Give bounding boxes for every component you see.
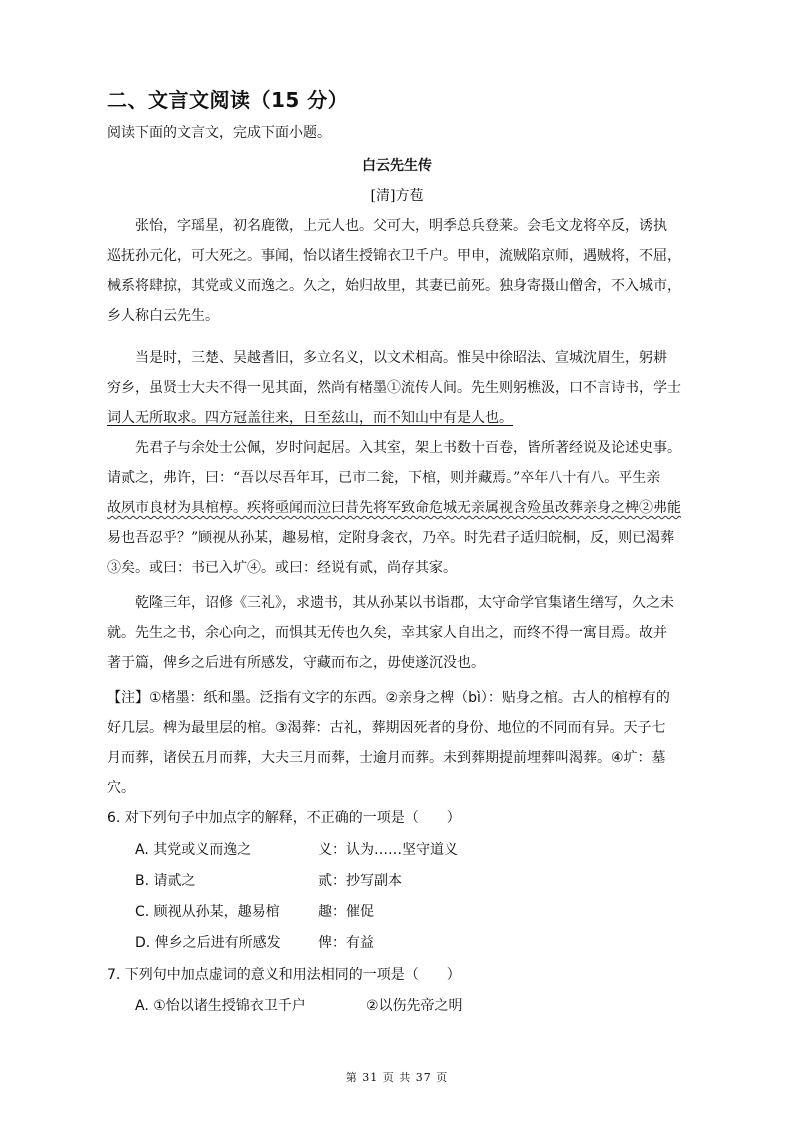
page-footer: 第 31 页 共 37 页 <box>345 1071 449 1084</box>
passage-line: 易也吾忍乎？”顾视从孙某，趣易棺，定附身衾衣，乃卒。时先君子适归皖桐，反，则已渴葬 <box>107 530 675 546</box>
question-6-option-a: A. 其党或义而逸之 <box>135 842 252 858</box>
passage-title: 白云先生传 <box>362 158 432 174</box>
question-7-stem: 7. 下列句中加点虚词的意义和用法相同的一项是（ ） <box>107 967 461 983</box>
question-6-option-c: C. 顾视从孙某，趣易棺 <box>135 904 280 920</box>
instruction: 阅读下面的文言文，完成下面小题。 <box>107 125 331 141</box>
passage-line: 张怡，字瑶星，初名鹿徵，上元人也。父可大，明季总兵登莱。会毛文龙将卒反，诱执 <box>135 218 667 234</box>
passage-line: 乡人称白云先生。 <box>107 308 219 324</box>
question-6-option-c-gloss: 趣：催促 <box>318 904 374 920</box>
passage-line: 乾隆三年，诏修《三礼》，求遗书，其从孙某以书诣郡，太守命学官集诸生缮写，久之未 <box>135 595 674 611</box>
question-7-option-a-2: ②以伤先帝之明 <box>366 998 463 1014</box>
passage-line-underlined: 词人无所取求。四方冠盖往来，日至兹山，而不知山中有是人也。 <box>107 410 513 426</box>
question-6-option-d-gloss: 俾：有益 <box>318 935 374 951</box>
question-7-option-a-1: A. ①怡以诸生授锦衣卫千户 <box>135 998 306 1014</box>
section-title: 二、文言文阅读（15 分） <box>107 88 349 112</box>
question-6-stem: 6. 对下列句子中加点字的解释，不正确的一项是（ ） <box>107 810 461 826</box>
passage-line: 当是时，三楚、吴越耆旧，多立名义，以文术相高。惟吴中徐昭法、宣城沈眉生，躬耕 <box>135 350 667 366</box>
note-line: 穴。 <box>107 780 135 796</box>
note-line: 好几层。椑为最里层的棺。③渴葬：古礼，葬期因死者的身份、地位的不同而有异。天子七 <box>107 720 666 736</box>
passage-author: [清]方苞 <box>370 188 424 204</box>
passage-line: 就。先生之书，余心向之，而惧其无传也久矣，幸其家人自出之，而终不得一寓目焉。故并 <box>107 625 667 641</box>
question-6-option-a-gloss: 义：认为……坚守道义 <box>318 842 458 858</box>
passage-line: 著于篇，俾乡之后进有所感发，守藏而布之，毋使遂沉没也。 <box>107 655 485 671</box>
question-6-option-b-gloss: 贰：抄写副本 <box>318 873 402 889</box>
note-line: 月而葬，诸侯五月而葬，大夫三月而葬，士逾月而葬。未到葬期提前埋葬叫渴葬。④圹：墓 <box>107 750 666 766</box>
passage-line: ③矣。或曰：书已入圹④。或曰：经说有贰，尚存其家。 <box>107 560 457 576</box>
note-line: 【注】①楮墨：纸和墨。泛指有文字的东西。②亲身之椑（bì）：贴身之棺。古人的棺椁有的 <box>107 690 670 706</box>
passage-line: 械系将肆掠，其党或义而逸之。久之，始归故里，其妻已前死。独身寄摄山僧舍，不入城市， <box>107 278 681 294</box>
passage-line: 请贰之，弗许，曰：“吾以尽吾年耳，已市二瓮，下棺，则并藏焉。”卒年八十有八。平生亲 <box>107 470 661 486</box>
passage-line: 穷乡，虽贤士大夫不得一见其面，然尚有楮墨①流传人间。先生则躬樵汲，口不言诗书，学士 <box>107 380 681 396</box>
passage-line: 巡抚孙元化，可大死之。事闻，怡以诸生授锦衣卫千户。甲申，流贼陷京师，遇贼将，不屈， <box>107 248 681 264</box>
question-6-option-d: D. 俾乡之后进有所感发 <box>135 935 281 951</box>
passage-line-wavy: 故夙市良材为具棺椁。疾将亟闻而泣曰昔先将军致命危城无亲属视含殓虽改葬亲身之椑②弗能 <box>107 500 681 516</box>
passage-line: 先君子与余处士公佩，岁时问起居。入其室，架上书数十百卷，皆所著经说及论述史事。 <box>135 440 681 456</box>
question-6-option-b: B. 请贰之 <box>135 873 196 889</box>
